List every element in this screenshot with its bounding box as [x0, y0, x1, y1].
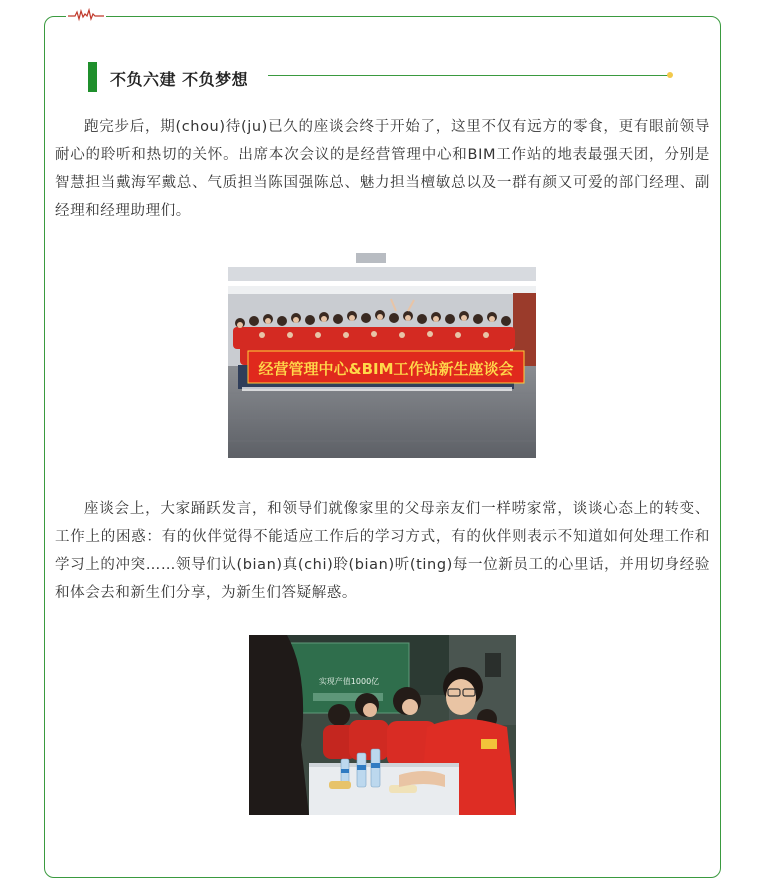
section-title: 不负六建 不负梦想 — [110, 70, 249, 89]
banner-text: 经营管理中心&BIM工作站新生座谈会 — [258, 360, 514, 378]
meeting-photo — [249, 635, 516, 815]
section-heading — [88, 62, 678, 92]
heartbeat-ornament-icon — [66, 8, 106, 22]
heading-accent-bar — [88, 62, 97, 92]
wall-slogan-text: 实现产值1000亿 — [318, 677, 380, 686]
group-photo — [228, 253, 536, 458]
paragraph-intro: 跑完步后，期(chou)待(ju)已久的座谈会终于开始了，这里不仅有远方的零食，更有眼前领导耐心的聆听和热切的关怀。出席本次会议的是经营管理中心和BIM工作站的地表最强天团，分别是智慧担当戴海军戴总、气质担当陈国强陈总、魅力担当檀敏总以及一群有颜又可爱的部门经理、副经理和经理助理们。 — [55, 119, 710, 219]
heading-divider-dot — [667, 72, 673, 78]
heading-divider-line — [268, 75, 670, 76]
paragraph-discussion: 座谈会上，大家踊跃发言，和领导们就像家里的父母亲友们一样唠家常，谈谈心态上的转变、工作上的困惑：有的伙伴觉得不能适应工作后的学习方式，有的伙伴则表示不知道如何处理工作和学习上的冲突……领导们认(bian)真(chi)聆(bian)听(ting)每一位新员工的心里话，并用切身经验和体会去和新生们分享，为新生们答疑解惑。 — [55, 501, 710, 601]
